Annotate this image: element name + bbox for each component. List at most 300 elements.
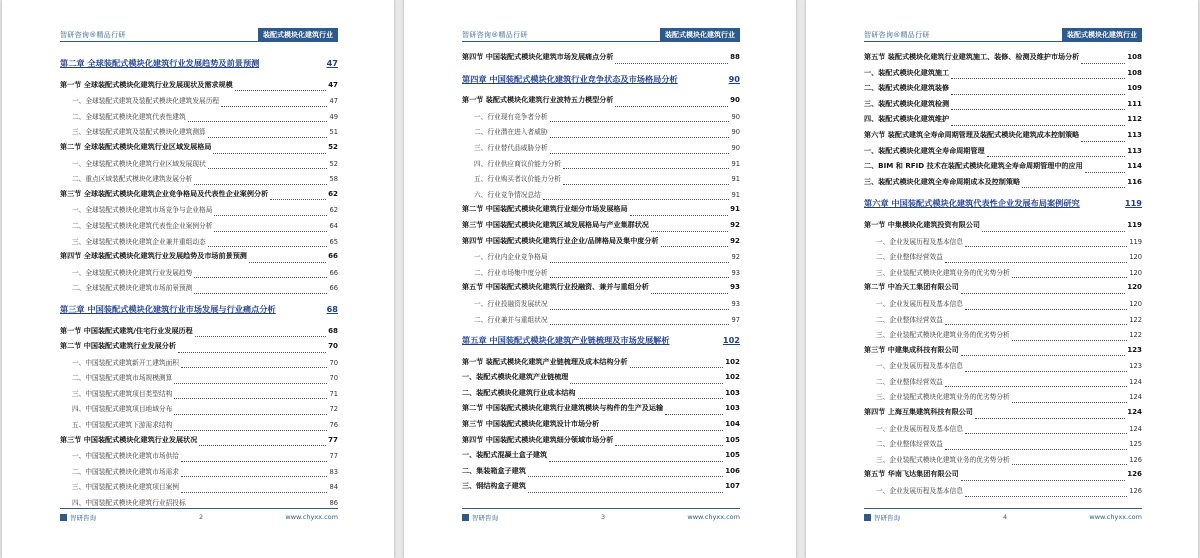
dot-leader (665, 414, 723, 415)
toc-entry-page: 77 (328, 434, 338, 444)
toc-section[interactable] (60, 251, 338, 267)
toc-entry-page: 114 (1127, 161, 1142, 171)
toc-chapter[interactable] (462, 335, 740, 351)
dot-leader (965, 309, 1127, 310)
toc-item[interactable] (462, 158, 740, 174)
toc-item[interactable] (864, 423, 1142, 439)
toc-entry-title: 四、装配式模块化建筑维护 (864, 114, 950, 124)
dot-leader (578, 398, 724, 399)
toc-entry-page: 90 (728, 73, 740, 84)
dot-leader (961, 293, 1126, 294)
toc-entry-page: 86 (329, 499, 338, 508)
dot-leader (550, 153, 730, 154)
dot-leader (1081, 141, 1125, 142)
dot-leader (951, 78, 1125, 79)
document-page (2, 0, 394, 558)
toc-section[interactable] (462, 357, 740, 373)
toc-entry-page: 92 (730, 219, 740, 229)
toc-item[interactable] (60, 126, 338, 142)
dot-leader (174, 430, 327, 431)
dot-leader (680, 84, 727, 85)
toc-item[interactable] (60, 267, 338, 283)
toc-entry-title: 第三章 中国装配式模块化建筑行业市场发展与行业痛点分析 (60, 303, 276, 314)
dot-leader (1081, 63, 1125, 64)
dot-leader (615, 445, 723, 446)
toc-entry-title: 三、中国装配式建筑项目类型结构 (72, 389, 173, 398)
footer-logo-text: 智研咨询 (874, 514, 900, 522)
dot-leader (1085, 172, 1125, 173)
dot-leader (945, 386, 1127, 387)
toc-entry-title: 第五节 华南飞达集团有限公司 (864, 469, 959, 479)
toc-entry-title: 四、行业供应商议价能力分析 (474, 159, 561, 168)
toc-entry-title: 二、重点区域装配式模块化建筑发展分析 (72, 175, 193, 184)
header-logo: 智研咨询®精品行研 (864, 31, 930, 39)
toc-entry-title: 一、全球装配式模块化建筑行业区域发展现状 (72, 159, 206, 168)
toc-entry-page: 102 (722, 335, 740, 346)
toc-item[interactable] (60, 372, 338, 388)
toc-entry-page: 91 (731, 175, 740, 184)
toc-item[interactable] (60, 111, 338, 127)
toc-item[interactable] (60, 95, 338, 111)
toc-entry-title: 二、全球装配式模块化建筑代表性企业案例分析 (72, 221, 213, 230)
dot-leader (214, 215, 327, 216)
toc-entry-page: 71 (329, 389, 338, 398)
toc-entry-title: 一、企业发展历程及基本信息 (876, 362, 963, 371)
toc-entry-page: 126 (1129, 455, 1142, 464)
toc-entry-page: 58 (329, 175, 338, 184)
toc-entry-title: 一、企业发展历程及基本信息 (876, 424, 963, 433)
dot-leader (181, 492, 327, 493)
toc-section[interactable] (60, 341, 338, 357)
dot-leader (214, 231, 327, 232)
toc-entry-title: 第三节 中国装配式模块化建筑设计市场分析 (462, 419, 600, 429)
toc-entry-title: 第四节 中国装配式模块化建筑行业企业/品牌格局及集中度分析 (462, 235, 659, 245)
dot-leader (961, 355, 1126, 356)
toc-item[interactable] (60, 388, 338, 404)
toc-entry-title: 二、装配式模块化建筑装修 (864, 83, 950, 93)
toc-item[interactable] (864, 485, 1142, 501)
dot-leader (208, 246, 328, 247)
toc-item[interactable] (60, 481, 338, 497)
dot-leader (181, 461, 327, 462)
toc-entry-title: 三、全球装配式模块化建筑企业兼并重组动态 (72, 237, 206, 246)
toc-entry-page: 122 (1129, 315, 1142, 324)
toc-section[interactable] (864, 146, 1142, 162)
toc-item[interactable] (60, 204, 338, 220)
toc-entry-title: 二、全球装配式模块化建筑市场前景预测 (72, 284, 193, 293)
toc-entry-title: 二、行业市场集中度分析 (474, 268, 548, 277)
toc-entry-page: 70 (329, 358, 338, 367)
toc-entry-page: 70 (329, 374, 338, 383)
dot-leader (174, 414, 327, 415)
footer-rule (864, 508, 1142, 509)
toc-entry-page: 108 (1127, 52, 1142, 61)
dot-leader (1022, 187, 1125, 188)
toc-entry-title: 一、全球装配式建筑及装配式模块化建筑发展历程 (72, 97, 220, 106)
toc-entry-page: 103 (725, 403, 740, 413)
toc-item[interactable] (60, 450, 338, 466)
toc-entry-title: 五、行业购买者议价能力分析 (474, 175, 561, 184)
toc-entry-page: 97 (731, 315, 740, 324)
toc-entry-title: 第一节 中集模块化建筑投资有限公司 (864, 219, 980, 229)
toc-entry-title: 三、钢结构盒子建筑 (462, 481, 526, 491)
toc-section[interactable] (864, 83, 1142, 99)
page-number: 2 (199, 513, 204, 521)
header-rule (60, 41, 338, 42)
toc-section[interactable] (462, 282, 740, 298)
footer-logo (864, 513, 900, 522)
toc-entry-page: 66 (329, 268, 338, 277)
toc-entry-page: 66 (328, 251, 338, 261)
dot-leader (528, 476, 723, 477)
toc-entry-title: 三、企业装配式模块化建筑业务的优劣势分析 (876, 331, 1010, 340)
toc-entry-title: 二、BIM 和 RFID 技术在装配式模块化建筑全寿命周期管理中的应用 (864, 161, 1083, 171)
toc-chapter[interactable] (864, 198, 1142, 214)
toc-section[interactable] (864, 52, 1142, 68)
dot-leader (550, 324, 730, 325)
dot-leader (1012, 464, 1127, 465)
toc-item[interactable] (864, 329, 1142, 345)
toc-entry-title: 第三节 中国装配式模块化建筑行业发展状况 (60, 434, 198, 444)
toc-section[interactable] (462, 450, 740, 466)
toc-entry-title: 一、企业发展历程及基本信息 (876, 487, 963, 496)
toc-item[interactable] (864, 391, 1142, 407)
dot-leader (550, 277, 730, 278)
toc-entry-title: 第二节 中冶天工集团有限公司 (864, 282, 959, 292)
toc-entry-page: 120 (1129, 268, 1142, 277)
toc-item[interactable] (60, 466, 338, 482)
toc-entry-title: 三、企业装配式模块化建筑业务的优劣势分析 (876, 268, 1010, 277)
header-logo: 智研咨询®精品行研 (462, 31, 528, 39)
toc-entry-page: 64 (329, 221, 338, 230)
toc-item[interactable] (864, 298, 1142, 314)
toc-entry-title: 三、企业装配式模块化建筑业务的优劣势分析 (876, 393, 1010, 402)
toc-section[interactable] (864, 469, 1142, 485)
dot-leader (550, 121, 730, 122)
toc-item[interactable] (60, 236, 338, 252)
toc-item[interactable] (60, 403, 338, 419)
toc-entry-page: 47 (329, 97, 338, 106)
dot-leader (549, 461, 723, 462)
toc-entry-title: 第五章 中国装配式模块化建筑产业链梳理及市场发展解析 (462, 335, 670, 346)
toc-entry-page: 68 (326, 303, 338, 314)
dot-leader (951, 109, 1125, 110)
toc-section[interactable] (462, 204, 740, 220)
toc-chapter[interactable] (60, 304, 338, 320)
toc-section[interactable] (462, 236, 740, 252)
toc-entry-title: 四、中国装配式模块化建筑行业招投标 (72, 499, 186, 508)
toc-entry-page: 76 (329, 421, 338, 430)
toc-section[interactable] (864, 161, 1142, 177)
toc-item[interactable] (462, 142, 740, 158)
toc-item[interactable] (60, 158, 338, 174)
toc-entry-title: 第一节 装配式模块化建筑产业链梳理及成本结构分析 (462, 356, 628, 366)
toc-entry-title: 二、全球装配式模块化建筑代表性建筑 (72, 112, 186, 121)
toc-entry-title: 二、企业整体经营效益 (876, 315, 943, 324)
toc-entry-page: 91 (731, 159, 740, 168)
dot-leader (982, 231, 1125, 232)
toc-entry-title: 第一节 装配式模块化建筑行业波特五力模型分析 (462, 95, 614, 105)
toc-entry-title: 一、行业投融资发展状况 (474, 299, 548, 308)
toc-entry-page: 84 (329, 483, 338, 492)
logo-icon (60, 514, 67, 521)
toc-entry-page: 120 (1129, 299, 1142, 308)
toc-entry-title: 第四节 中国装配式模块化建筑细分领域市场分析 (462, 434, 614, 444)
dot-leader (961, 480, 1126, 481)
toc-entry-page: 124 (1129, 377, 1142, 386)
dot-leader (570, 383, 723, 384)
toc-entry-page: 119 (1127, 219, 1142, 229)
toc-entry-page: 123 (1127, 344, 1142, 354)
logo-icon (864, 514, 871, 521)
toc-section[interactable] (864, 220, 1142, 236)
dot-leader (199, 445, 326, 446)
toc-item[interactable] (462, 314, 740, 330)
dot-leader (221, 106, 327, 107)
toc-item[interactable] (864, 251, 1142, 267)
page-footer (60, 508, 338, 522)
toc-entry-page: 125 (1129, 440, 1142, 449)
dot-leader (672, 346, 721, 347)
dot-leader (208, 137, 328, 138)
toc-entry-title: 五、中国装配式建筑下游需求结构 (72, 421, 173, 430)
toc-entry-page: 93 (731, 268, 740, 277)
header-rule (462, 41, 740, 42)
toc-entry-title: 二、装配式模块化建筑行业成本结构 (462, 387, 576, 397)
toc-entry-title: 二、企业整体经营效益 (876, 377, 943, 386)
toc-entry-title: 第六节 装配式建筑全寿命周期管理及装配式模块化建筑成本控制策略 (864, 129, 1080, 139)
toc-entry-page: 105 (725, 434, 740, 444)
toc-section[interactable] (864, 345, 1142, 361)
dot-leader (249, 262, 326, 263)
toc-section[interactable] (864, 114, 1142, 130)
footer-logo-text: 智研咨询 (70, 514, 96, 522)
toc-entry-title: 第三节 中建集成科技有限公司 (864, 344, 959, 354)
toc-item[interactable] (60, 173, 338, 189)
toc-entry-page: 47 (326, 58, 338, 68)
dot-leader (945, 449, 1127, 450)
toc-entry-page: 126 (1129, 487, 1142, 496)
toc-entry-page: 51 (329, 128, 338, 137)
toc-entry-page: 72 (329, 405, 338, 414)
toc-entry-title: 四、中国装配式建筑项目地域分布 (72, 405, 173, 414)
toc-entry-title: 三、装配式模块化建筑全寿命周期成本及控制策略 (864, 176, 1021, 186)
dot-leader (945, 324, 1127, 325)
footer-logo (60, 513, 96, 522)
header-tag: 装配式模块化建筑行业 (258, 28, 338, 42)
page-header (60, 30, 338, 43)
footer-url: www.chyxx.com (687, 513, 740, 521)
toc-entry-page: 103 (725, 387, 740, 397)
toc-entry-title: 二、行业潜在进入者威胁 (474, 128, 548, 137)
toc-entry-page: 49 (329, 112, 338, 121)
dot-leader (630, 215, 729, 216)
dot-leader (601, 430, 723, 431)
toc-entry-page: 92 (731, 253, 740, 262)
toc-entry-page: 124 (1129, 393, 1142, 402)
toc-item[interactable] (462, 251, 740, 267)
toc-entry-page: 116 (1127, 176, 1142, 186)
toc-item[interactable] (60, 282, 338, 298)
table-of-contents (60, 52, 338, 513)
toc-entry-page: 107 (725, 481, 740, 491)
dot-leader (615, 63, 728, 64)
toc-section[interactable] (60, 326, 338, 342)
toc-entry-page: 102 (725, 372, 740, 382)
toc-entry-page: 70 (328, 341, 338, 351)
dot-leader (965, 246, 1127, 247)
toc-entry-title: 三、行业替代品威胁分析 (474, 143, 548, 152)
toc-entry-page: 123 (1129, 362, 1142, 371)
toc-entry-title: 一、装配式模块化建筑施工 (864, 67, 950, 77)
toc-section[interactable] (864, 68, 1142, 84)
footer-url: www.chyxx.com (285, 513, 338, 521)
toc-entry-title: 二、企业整体经营效益 (876, 253, 943, 262)
toc-chapter[interactable] (60, 58, 338, 74)
toc-entry-title: 第二节 中国装配式模块化建筑行业建筑模块与构件的生产及运输 (462, 403, 664, 413)
toc-entry-page: 62 (328, 188, 338, 198)
toc-entry-title: 二、企业整体经营效益 (876, 440, 943, 449)
footer-url: www.chyxx.com (1089, 513, 1142, 521)
toc-section[interactable] (462, 481, 740, 497)
dot-leader (174, 398, 327, 399)
toc-section[interactable] (60, 80, 338, 96)
toc-entry-title: 第四节 中国装配式模块化建筑市场发展痛点分析 (462, 52, 614, 61)
toc-item[interactable] (462, 126, 740, 142)
toc-item[interactable] (462, 189, 740, 205)
toc-item[interactable] (462, 267, 740, 283)
dot-leader (543, 199, 730, 200)
toc-item[interactable] (462, 111, 740, 127)
toc-entry-title: 第二章 全球装配式模块化建筑行业发展趋势及前景预测 (60, 58, 260, 68)
dot-leader (550, 262, 730, 263)
toc-section[interactable] (462, 435, 740, 451)
dot-leader (951, 125, 1125, 126)
dot-leader (550, 309, 730, 310)
toc-section[interactable] (462, 220, 740, 236)
toc-section[interactable] (462, 419, 740, 435)
toc-entry-page: 124 (1129, 424, 1142, 433)
toc-section[interactable] (462, 403, 740, 419)
toc-item[interactable] (864, 454, 1142, 470)
dot-leader (951, 94, 1125, 95)
toc-entry-title: 一、装配式模块化建筑全寿命周期管理 (864, 145, 985, 155)
dot-leader (235, 90, 326, 91)
toc-item[interactable] (864, 438, 1142, 454)
toc-item[interactable] (462, 173, 740, 189)
toc-section[interactable] (864, 177, 1142, 193)
toc-section[interactable] (864, 407, 1142, 423)
toc-entry-title: 第二节 中国装配式模块化建筑行业细分市场发展格局 (462, 204, 628, 214)
dot-leader (528, 492, 723, 493)
toc-entry-title: 一、全球装配式模块化建筑市场竞争与企业格局 (72, 206, 213, 215)
dot-leader (208, 168, 328, 169)
page-header (864, 30, 1142, 43)
toc-section[interactable] (60, 142, 338, 158)
toc-section[interactable] (462, 388, 740, 404)
page-number: 3 (601, 513, 606, 521)
toc-entry-title: 一、装配式模块化建筑产业链梳理 (462, 372, 569, 382)
toc-section[interactable] (864, 282, 1142, 298)
toc-entry-title: 一、中国装配式模块化建筑市场供给 (72, 452, 179, 461)
toc-section[interactable] (462, 95, 740, 111)
toc-entry-title: 第二节 中国装配式建筑行业发展分析 (60, 341, 176, 351)
toc-entry-title: 一、企业发展历程及基本信息 (876, 237, 963, 246)
toc-item[interactable] (60, 220, 338, 236)
toc-section[interactable] (864, 99, 1142, 115)
header-tag: 装配式模块化建筑行业 (1062, 28, 1142, 42)
toc-item[interactable] (864, 376, 1142, 392)
dot-leader (174, 383, 327, 384)
toc-item[interactable] (462, 298, 740, 314)
toc-entry-page: 83 (329, 467, 338, 476)
toc-item[interactable] (864, 236, 1142, 252)
dot-leader (615, 106, 728, 107)
dot-leader (213, 153, 326, 154)
toc-item[interactable] (864, 360, 1142, 376)
toc-entry-title: 第三节 全球装配式模块化建筑企业竞争格局及代表性企业案例分析 (60, 188, 269, 198)
dot-leader (178, 352, 326, 353)
dot-leader (563, 184, 730, 185)
toc-entry-page: 90 (731, 128, 740, 137)
toc-entry-title: 第五节 装配式模块化建筑行业建筑施工、装修、检测及维护市场分析 (864, 52, 1080, 61)
toc-entry-page: 109 (1127, 83, 1142, 93)
toc-entry-page: 113 (1127, 129, 1142, 139)
table-of-contents (462, 52, 740, 497)
toc-item[interactable] (864, 267, 1142, 283)
toc-entry-page: 120 (1129, 253, 1142, 262)
toc-item[interactable] (864, 314, 1142, 330)
toc-entry-page: 104 (725, 419, 740, 429)
toc-entry-page: 47 (328, 79, 338, 89)
toc-section[interactable] (60, 435, 338, 451)
toc-item[interactable] (60, 419, 338, 435)
toc-entry-title: 三、中国装配式模块化建筑项目案例 (72, 483, 179, 492)
toc-section[interactable] (462, 372, 740, 388)
toc-section[interactable] (462, 52, 740, 68)
table-of-contents (864, 52, 1142, 501)
dot-leader (651, 293, 728, 294)
toc-entry-title: 第一节 全球装配式模块化建筑行业发展现状及需求规模 (60, 79, 233, 89)
toc-entry-title: 第三节 中国装配式模块化建筑区域发展格局与产业集群状况 (462, 219, 649, 229)
toc-section[interactable] (60, 189, 338, 205)
toc-entry-page: 52 (328, 141, 338, 151)
dot-leader (195, 336, 326, 337)
toc-entry-page: 65 (329, 237, 338, 246)
dot-leader (194, 184, 327, 185)
toc-item[interactable] (60, 357, 338, 373)
toc-entry-title: 二、中国装配式建筑市场规模测算 (72, 374, 173, 383)
toc-entry-page: 102 (725, 356, 740, 366)
toc-entry-page: 91 (730, 204, 740, 214)
toc-entry-page: 93 (731, 299, 740, 308)
toc-entry-page: 119 (1124, 198, 1142, 209)
toc-entry-page: 108 (1127, 67, 1142, 77)
toc-section[interactable] (462, 466, 740, 482)
toc-entry-page: 122 (1129, 331, 1142, 340)
dot-leader (987, 156, 1126, 157)
toc-entry-title: 三、装配式模块化建筑检测 (864, 98, 950, 108)
toc-section[interactable] (864, 130, 1142, 146)
dot-leader (550, 137, 730, 138)
toc-chapter[interactable] (462, 74, 740, 90)
toc-entry-title: 第四节 全球装配式模块化建筑行业发展趋势及市场前景预测 (60, 251, 247, 261)
toc-entry-page: 119 (1129, 237, 1142, 246)
dot-leader (181, 367, 327, 368)
dot-leader (181, 476, 327, 477)
page-footer (462, 508, 740, 522)
toc-entry-title: 一、行业内企业竞争格局 (474, 253, 548, 262)
